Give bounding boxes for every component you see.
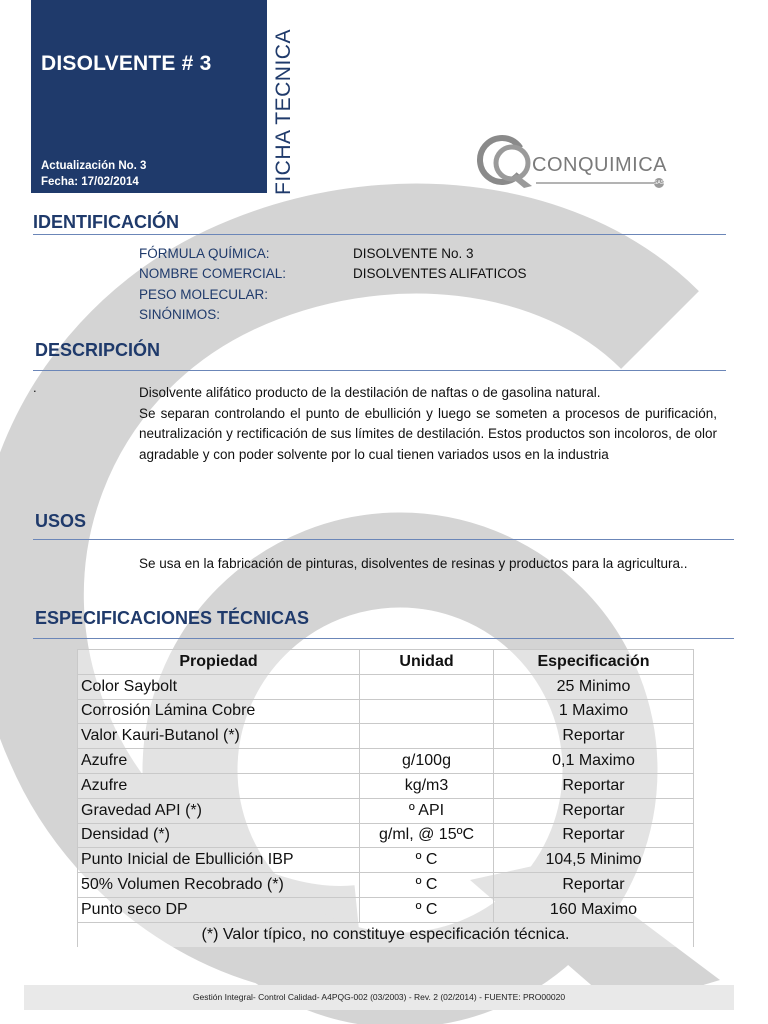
- cell-unidad: º C: [360, 848, 494, 873]
- cell-propiedad: Densidad (*): [78, 823, 360, 848]
- cell-propiedad: Color Saybolt: [78, 674, 360, 699]
- cell-especificacion: Reportar: [494, 823, 694, 848]
- cell-propiedad: 50% Volumen Recobrado (*): [78, 873, 360, 898]
- table-row: [78, 674, 694, 699]
- formula-value: DISOLVENTE No. 3: [353, 246, 474, 261]
- section-divider: [33, 638, 734, 639]
- header-especificacion: Especificación: [494, 650, 694, 675]
- page-footer: Gestión Integral- Control Calidad- A4PQG-002 (03/2003) - Rev. 2 (02/2014) - FUENTE: PRO00020: [24, 985, 734, 1010]
- section-divider: [33, 539, 734, 540]
- peso-molecular-label: PESO MOLECULAR:: [139, 287, 269, 302]
- cell-especificacion: 0,1 Maximo: [494, 749, 694, 774]
- table-row: [78, 699, 694, 724]
- table-note-row: [78, 922, 694, 947]
- specifications-table: [77, 649, 694, 947]
- cell-unidad: º C: [360, 873, 494, 898]
- table-header-row: [78, 650, 694, 675]
- descripcion-body: Se separan controlando el punto de ebullición y luego se someten a procesos de purificación, neutralización y rectificación de sus límites de destilación. Estos productos son incoloros, de olor agradable y con poder solvente por lo cual tienen variados usos en la industria: [139, 405, 717, 462]
- table-note: (*) Valor típico, no constituye especificación técnica.: [78, 922, 694, 947]
- cell-unidad: [360, 724, 494, 749]
- table-row: [78, 749, 694, 774]
- cell-especificacion: Reportar: [494, 798, 694, 823]
- cell-propiedad: Punto Inicial de Ebullición IBP: [78, 848, 360, 873]
- table-row: [78, 873, 694, 898]
- section-especificaciones-title: ESPECIFICACIONES TÉCNICAS: [35, 608, 310, 628]
- sinonimos-label: SINÓNIMOS:: [139, 307, 221, 322]
- cell-unidad: [360, 674, 494, 699]
- cell-especificacion: 1 Maximo: [494, 699, 694, 724]
- cell-unidad: [360, 699, 494, 724]
- header-propiedad: Propiedad: [78, 650, 360, 675]
- cell-unidad: kg/m3: [360, 773, 494, 798]
- cell-especificacion: 160 Maximo: [494, 897, 694, 922]
- table-row: [78, 724, 694, 749]
- section-descripcion-title: DESCRIPCIÓN: [35, 340, 161, 360]
- cell-propiedad: Azufre: [78, 749, 360, 774]
- nombre-comercial-label: NOMBRE COMERCIAL:: [139, 266, 287, 281]
- cell-propiedad: Azufre: [78, 773, 360, 798]
- cell-propiedad: Gravedad API (*): [78, 798, 360, 823]
- descripcion-line1: Disolvente alifático producto de la destilación de naftas o de gasolina natural.: [139, 385, 601, 400]
- cell-propiedad: Corrosión Lámina Cobre: [78, 699, 360, 724]
- company-logo: [476, 130, 676, 192]
- table-row: [78, 823, 694, 848]
- section-divider: [33, 370, 726, 371]
- header-unidad: Unidad: [360, 650, 494, 675]
- table-row: [78, 897, 694, 922]
- logo-suffix: SAS: [654, 180, 665, 186]
- section-divider: [33, 234, 726, 235]
- descripcion-paragraph: [139, 383, 717, 465]
- cell-propiedad: Valor Kauri-Butanol (*): [78, 724, 360, 749]
- update-number: Actualización No. 3: [41, 160, 147, 172]
- update-date: Fecha: 17/02/2014: [41, 176, 139, 188]
- table-row: [78, 798, 694, 823]
- cell-especificacion: Reportar: [494, 773, 694, 798]
- document-title: DISOLVENTE # 3: [41, 52, 212, 75]
- cell-unidad: º C: [360, 897, 494, 922]
- usos-paragraph: Se usa en la fabricación de pinturas, disolventes de resinas y productos para la agricultura..: [139, 556, 688, 571]
- logo-name: CONQUIMICA: [532, 154, 667, 176]
- header-banner: [31, 0, 267, 193]
- section-identificacion-title: IDENTIFICACIÓN: [33, 212, 179, 232]
- header-meta: [41, 158, 146, 190]
- ficha-tecnica-label: FICHA TECNICA: [272, 29, 295, 195]
- cell-propiedad: Punto seco DP: [78, 897, 360, 922]
- table-row: [78, 773, 694, 798]
- cell-especificacion: Reportar: [494, 724, 694, 749]
- nombre-comercial-value: DISOLVENTES ALIFATICOS: [353, 266, 527, 281]
- cell-unidad: º API: [360, 798, 494, 823]
- cell-unidad: g/100g: [360, 749, 494, 774]
- cell-especificacion: 104,5 Minimo: [494, 848, 694, 873]
- formula-label: FÓRMULA QUÍMICA:: [139, 246, 270, 261]
- table-row: [78, 848, 694, 873]
- descripcion-bullet: .: [33, 380, 37, 395]
- section-usos-title: USOS: [35, 511, 87, 531]
- cell-especificacion: Reportar: [494, 873, 694, 898]
- cell-especificacion: 25 Minimo: [494, 674, 694, 699]
- cell-unidad: g/ml, @ 15ºC: [360, 823, 494, 848]
